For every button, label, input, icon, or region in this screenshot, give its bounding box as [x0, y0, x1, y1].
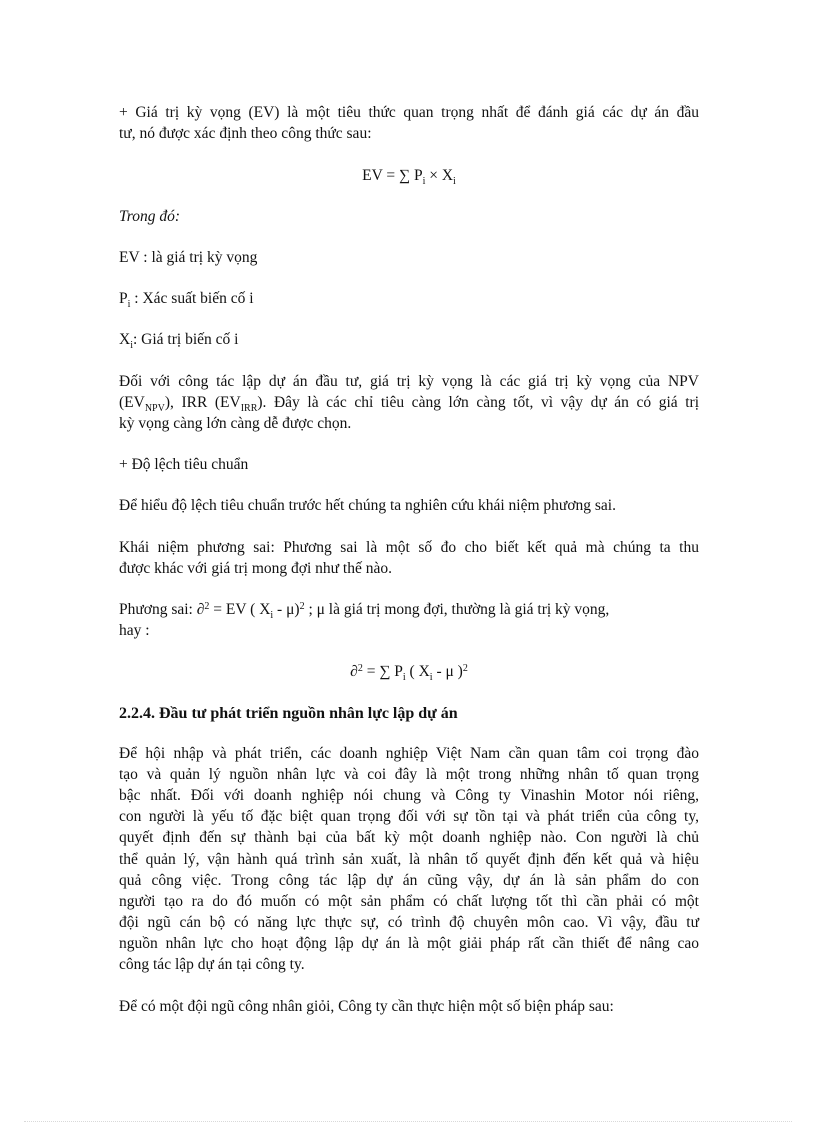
std-dev-heading: + Độ lệch tiêu chuẩn [119, 456, 249, 473]
final-paragraph: Để có một đội ngũ công nhân giỏi, Công ty cần thực hiện một số biện pháp sau: [119, 998, 614, 1015]
hr-line: người tạo ra do đó muốn có một sản phẩm có chất lượng tốt thì cần phải có một [119, 893, 699, 910]
hr-line: con người là yếu tố đặc biệt quan trọng đối với sự tồn tại và phát triển của công ty, [119, 808, 699, 825]
npv-line3: kỳ vọng càng lớn càng dễ được chọn. [119, 415, 352, 432]
variance-formula-line1: Phương sai: ∂$^2$ = EV ( $X_i - \mu)^2$ ; μ là giá trị mong đợi, thường là giá trị kỳ vọng, [119, 601, 610, 621]
hr-line: quả công việc. Trong công tác lập dự án cũng vậy, dự án là sản phẩm do con [119, 872, 699, 889]
hr-line: Để hội nhập và phát triển, các doanh nghiệp Việt Nam cần quan tâm coi trọng đào [119, 745, 699, 762]
variance-formula-line2: hay : [119, 622, 150, 639]
hr-line: nguồn nhân lực cho hoạt động lập dự án là một giải pháp rất cần thiết để nâng cao [119, 935, 699, 952]
definition-pi: $P_i$ : Xác suất biến cố i [119, 290, 254, 310]
hr-line: bậc nhất. Đối với doanh nghiệp nói chung và Công ty Vinashin Motor nói riêng, [119, 787, 699, 804]
std-dev-paragraph: Để hiểu độ lệch tiêu chuẩn trước hết chúng ta nghiên cứu khái niệm phương sai. [119, 497, 616, 514]
where-label: Trong đó: [119, 208, 181, 225]
variance-def-line2: được khác với giá trị mong đợi như thế nào. [119, 560, 392, 577]
hr-line: tạo và quản lý nguồn nhân lực và coi đây là một trong những nhân tố quan trọng [119, 766, 699, 783]
npv-line2: $(EV_{NPV})$, IRR $(EV_{IRR})$. Đây là các chỉ tiêu càng lớn càng tốt, vì vậy dự án có giá trị [119, 394, 699, 414]
ev-formula: EV = ∑ $P_i \times X_i$ [362, 167, 456, 187]
hr-line: đội ngũ cán bộ có năng lực thực sự, có trình độ chuyên môn cao. Vì vậy, đầu tư [119, 914, 699, 931]
ev-intro-line2: tư, nó được xác định theo công thức sau: [119, 125, 372, 142]
variance-formula: ∂$^2$ = ∑ $P_i$ ( $X_i$ - μ )$^2$ [350, 663, 468, 683]
hr-line: thể quản lý, vận hành quá trình sản xuất, là nhân tố quyết định đến kết quả và hiệu [119, 851, 699, 868]
hr-line: công tác lập dự án tại công ty. [119, 956, 305, 973]
hr-line: quyết định đến sự thành bại của bất kỳ một doanh nghiệp nào. Con người là chủ [119, 829, 699, 846]
npv-line1: Đối với công tác lập dự án đầu tư, giá trị kỳ vọng là các giá trị kỳ vọng của NPV [119, 373, 699, 390]
definition-xi: $X_i$: Giá trị biến cố i [119, 331, 239, 351]
definition-ev: EV : là giá trị kỳ vọng [119, 249, 258, 266]
ev-intro-line1: + Giá trị kỳ vọng (EV) là một tiêu thức quan trọng nhất để đánh giá các dự án đầu [119, 104, 699, 121]
page-bottom-divider [24, 1121, 792, 1122]
variance-def-line1: Khái niệm phương sai: Phương sai là một số đo cho biết kết quả mà chúng ta thu [119, 539, 699, 556]
section-heading: 2.2.4. Đầu tư phát triển nguồn nhân lực lập dự án [119, 705, 458, 722]
